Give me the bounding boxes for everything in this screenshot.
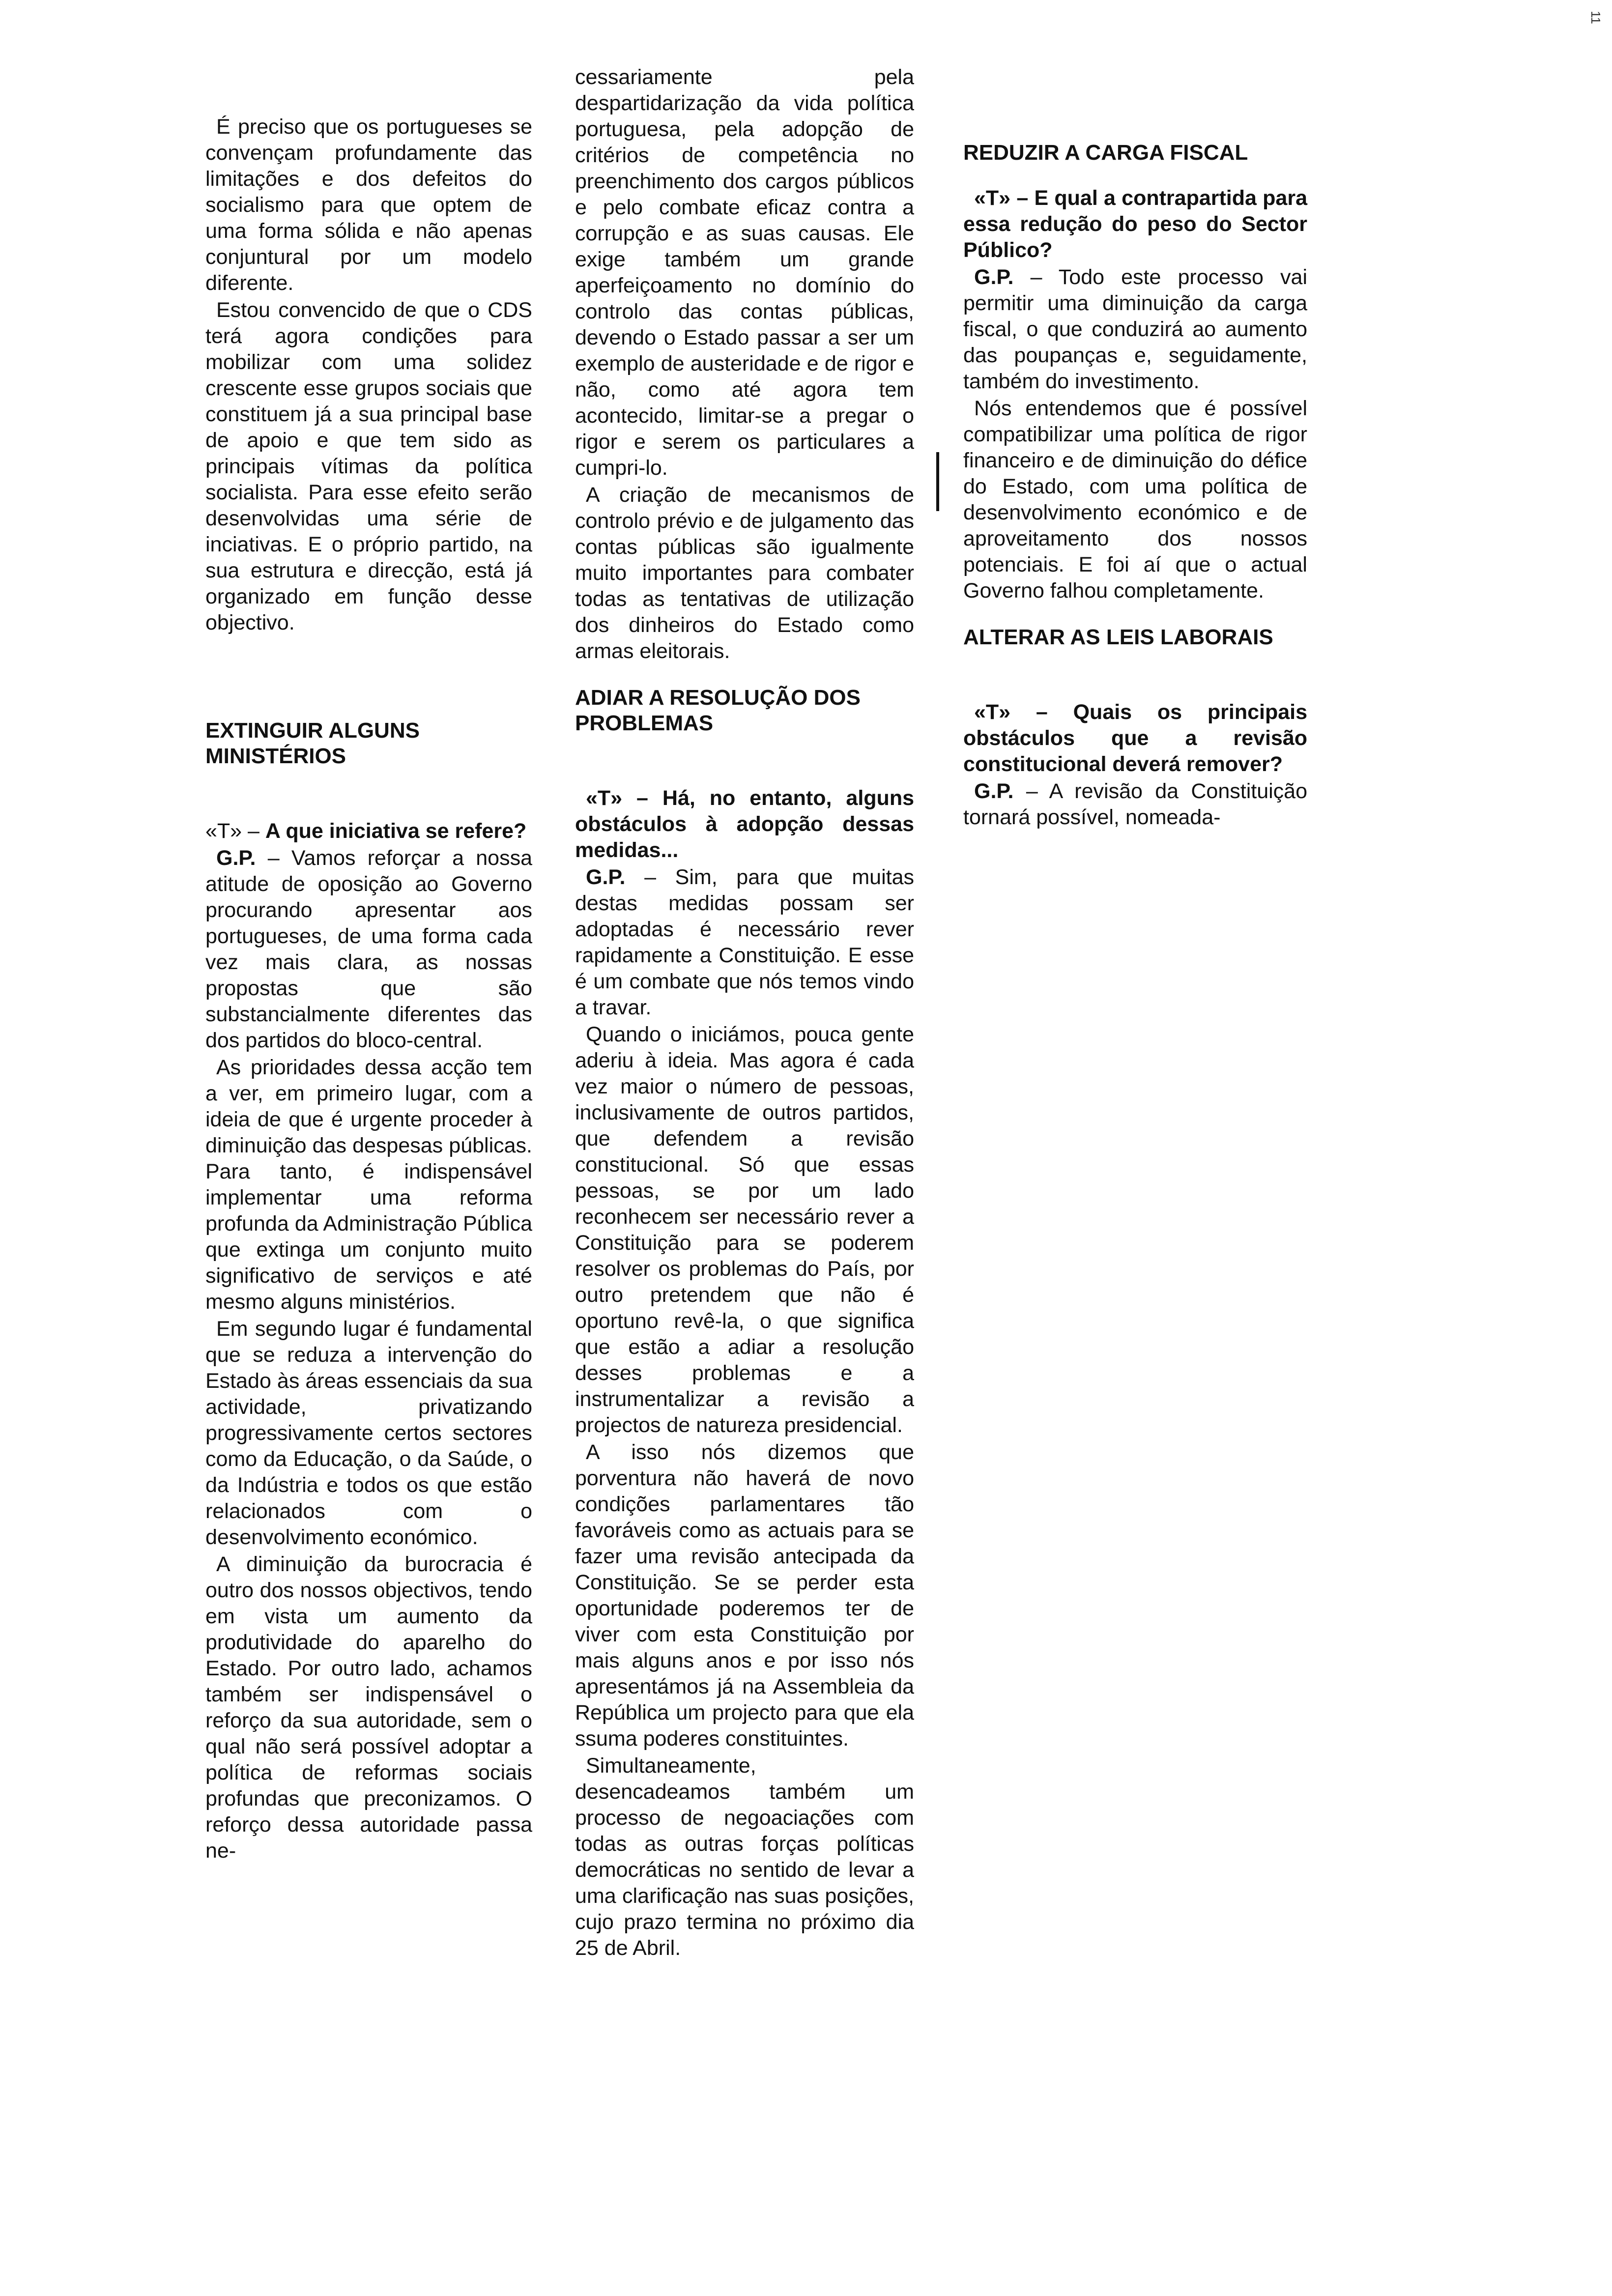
paragraph: Estou convencido de que o CDS terá agora condições para mobilizar com uma solidez crescente esse grupos sociais que constituem já a sua principal base de apoio e que tem sido as principais vítimas da política socialista. Para esse efeito serão desenvolvidas uma série de inciativas. E o próprio partido, na sua estrutura e direcção, está já organizado em função desse objectivo. <box>205 298 532 634</box>
paragraph: A isso nós dizemos que porventura não haverá de novo condições parlamentares tão favoráveis como as actuais para se fazer uma revisão antecipada da Constituição. Se se perder esta oportunidade poderemos ter de viver com esta Constituição por mais alguns anos e por isso nós apresentámos já na Assembleia da República um projecto para que ela ssuma poderes constituintes. <box>575 1440 914 1751</box>
question-text: A que iniciativa se refere? <box>265 819 527 843</box>
paragraph: É preciso que os portugueses se convençam profundamente das limitações e dos defeitos do socialismo para que optem de uma forma sólida e não apenas conjuntural por um modelo diferente. <box>205 115 532 295</box>
interview-question: «T» – E qual a contrapartida para essa redução do peso do Sector Público? <box>963 186 1307 262</box>
section-heading-adiar: ADIAR A RESOLUÇÃO DOS PROBLEMAS <box>575 686 861 735</box>
interview-question <box>205 818 532 844</box>
answer-paragraph <box>205 845 532 1054</box>
paragraph: As prioridades dessa acção tem a ver, em primeiro lugar, com a ideia de que é urgente proceder à diminuição das despesas públicas. Para tanto, é indispensável implementar uma reforma profunda da Administração Pública que extinga um conjunto muito significativo de serviços e até mesmo alguns ministérios. <box>205 1056 532 1314</box>
paragraph: Em segundo lugar é fundamental que se reduza a intervenção do Estado às áreas essenciais da sua actividade, privatizando progressivamente certos sectores como da Educação, o da Saúde, o da Indústria e todos os que estão relacionados com o desenvolvimento económico. <box>205 1317 532 1549</box>
section-heading-reduzir: REDUZIR A CARGA FISCAL <box>963 141 1248 165</box>
answer-paragraph <box>963 264 1307 395</box>
speaker-label: G.P. <box>974 265 1014 289</box>
answer-text: – Vamos reforçar a nossa atitude de oposição ao Governo procurando apresentar aos portugueses, de uma forma cada vez mais clara, as nossas propostas que são substancialmente diferentes das dos partidos do bloco-central. <box>205 846 532 1052</box>
column-2 <box>575 64 914 1962</box>
interview-question: «T» – Há, no entanto, alguns obstáculos à adopção dessas medidas... <box>575 786 914 862</box>
paragraph: A diminuição da burocracia é outro dos nossos objectivos, tendo em vista um aumento da produtividade do aparelho do Estado. Por outro lado, achamos também ser indispensável o reforço da sua autoridade, sem o qual não será possível adoptar a política de reformas sociais profundas que preconizamos. O reforço dessa autoridade passa ne- <box>205 1552 532 1863</box>
answer-paragraph <box>575 864 914 1021</box>
interview-question: «T» – Quais os principais obstáculos que a revisão constitucional deverá remover? <box>963 700 1307 776</box>
speaker-label: G.P. <box>216 846 256 870</box>
answer-text: – A revisão da Constituição tornará possível, nomeada- <box>963 779 1307 829</box>
paragraph: Simultaneamente, desencadeamos também um processo de negoaciações com todas as outras forças políticas democráticas no sentido de levar a uma clarificação nas suas posições, cujo prazo termina no próximo dia 25 de Abril. <box>575 1754 914 1960</box>
answer-text: – Todo este processo vai permitir uma diminuição da carga fiscal, o que conduzirá ao aumento das poupanças e, seguidamente, também do investimento. <box>963 265 1308 393</box>
answer-paragraph <box>963 778 1307 831</box>
section-heading-extinguir: EXTINGUIR ALGUNS MINISTÉRIOS <box>205 718 420 768</box>
paragraph: Quando o iniciámos, pouca gente aderiu à ideia. Mas agora é cada vez maior o número de pessoas, inclusivamente de outros partidos, que defendem a revisão constitucional. Só que essas pessoas, se por um lado reconhecem ser necessário rever a Constituição para se poderem resolver os problemas do País, por outro pretendem que não é oportuno revê-la, o que significa que estão a adiar a resolução desses problemas e a instrumentalizar a revisão a projectos de natureza presidencial. <box>575 1023 914 1437</box>
column-rule <box>936 452 939 511</box>
answer-text: – Sim, para que muitas destas medidas possam ser adoptadas é necessário rever rapidamente a Constituição. E esse é um combate que nós temos vindo a travar. <box>575 865 914 1019</box>
speaker-label: G.P. <box>586 865 626 889</box>
paragraph: cessariamente pela despartidarização da vida política portuguesa, pela adopção de critérios de competência no preenchimento dos cargos públicos e pelo combate eficaz contra a corrupção e as suas causas. Ele exige também um grande aperfeiçoamento no domínio do controlo das contas públicas, devendo o Estado passar a ser um exemplo de austeridade e de rigor e não, como até agora tem acontecido, limitar-se a pregar o rigor e serem os particulares a cumpri-lo. <box>575 65 914 480</box>
column-1 <box>205 114 532 1865</box>
column-3 <box>963 140 1307 832</box>
speaker-label: G.P. <box>974 779 1014 803</box>
paragraph: A criação de mecanismos de controlo prévio e de julgamento das contas públicas são igualmente muito importantes para combater todas as tentativas de utilização dos dinheiros do Estado como armas eleitorais. <box>575 483 914 663</box>
paragraph: Nós entendemos que é possível compatibilizar uma política de rigor financeiro e de diminuição do défice do Estado, com uma política de desenvolvimento económico e de aproveitamento dos nossos potenciais. E foi aí que o actual Governo falhou completamente. <box>963 397 1307 603</box>
question-prefix: «T» – <box>205 819 259 843</box>
section-heading-alterar: ALTERAR AS LEIS LABORAIS <box>963 625 1273 649</box>
page-number: 11 <box>1588 11 1603 24</box>
